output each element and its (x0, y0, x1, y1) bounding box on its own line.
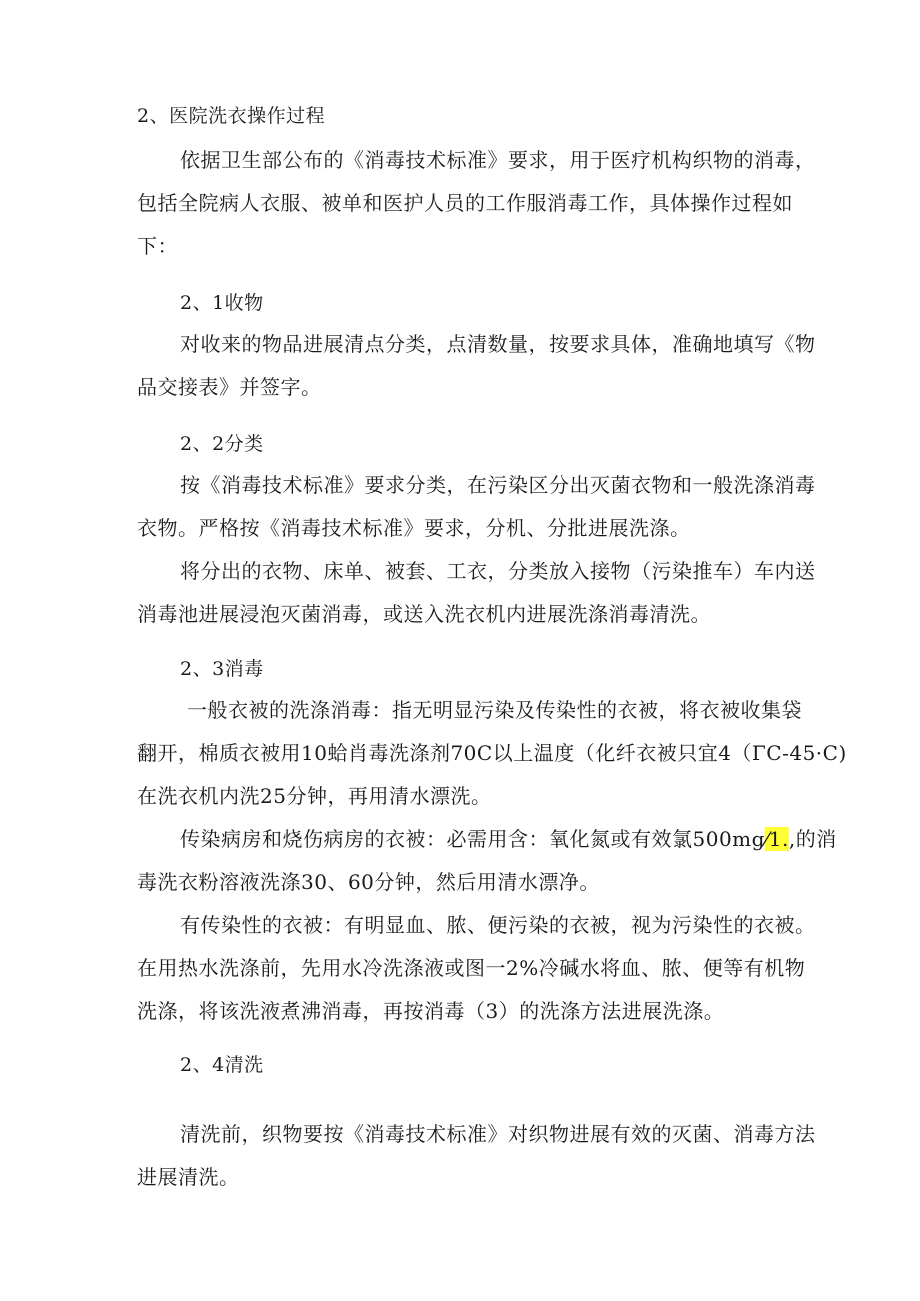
sub3-p2-line-1 (180, 826, 837, 852)
sub3-title: 2、3消毒 (180, 658, 264, 680)
sub3-p2-pre: 传染病房和烧伤病房的衣被：必需用含：氧化氮或有效氯500mg (180, 827, 765, 851)
sub2-p2-line-2: 消毒池进展浸泡灭菌消毒，或送入洗衣机内进展洗涤消毒清洗。 (137, 602, 711, 626)
sub3-p3-line-1: 有传染性的衣被：有明显血、脓、便污染的衣被，视为污染性的衣被。 (180, 913, 816, 937)
sub3-p2-post: ,的消 (788, 827, 837, 851)
sub3-p3-line-3: 洗涤，将该洗液煮沸消毒，再按消毒（3）的洗涤方法进展洗涤。 (137, 999, 725, 1023)
sub3-p3-line-2: 在用热水洗涤前，先用水冷洗涤液或图一2%冷碱水将血、脓、便等有机物 (137, 956, 806, 980)
sub4-title: 2、4清洗 (180, 1054, 264, 1076)
sub3-p1-line-1: 一般衣被的洗涤消毒：指无明显污染及传染性的衣被，将衣被收集袋 (187, 698, 802, 722)
intro-line-1: 依据卫生部公布的《消毒技术标准》要求，用于医疗机构织物的消毒， (180, 148, 816, 172)
sub3-p2-line-2: 毒洗衣粉溶液洗涤30、60分钟，然后用清水漂净。 (137, 870, 600, 894)
sub2-p2-line-1: 将分出的衣物、床单、被套、工衣，分类放入接物（污染推车）车内送 (180, 559, 816, 583)
intro-line-3: 下： (137, 234, 178, 258)
sub3-p1-line-2: 翻开，棉质衣被用10蛤肖毒洗涤剂70C以上温度（化纤衣被只宜4（ΓC-45·C) (137, 741, 847, 765)
sub1-line-2: 品交接表》并签字。 (137, 375, 322, 399)
sub2-p1-line-2: 衣物。严格按《消毒技术标准》要求，分机、分批进展洗涤。 (137, 516, 691, 540)
intro-line-2: 包括全院病人衣服、被单和医护人员的工作服消毒工作，具体操作过程如 (137, 191, 793, 215)
sub2-p1-line-1: 按《消毒技术标准》要求分类，在污染区分出灭菌衣物和一般洗涤消毒 (180, 473, 816, 497)
highlighted-unit: ⁄1. (764, 827, 789, 851)
sub4-line-1: 清洗前，织物要按《消毒技术标准》对织物进展有效的灭菌、消毒方法 (180, 1122, 816, 1146)
sub1-line-1: 对收来的物品进展清点分类，点清数量，按要求具体，准确地填写《物 (180, 332, 816, 356)
sub3-p1-line-3: 在洗衣机内洗25分钟，再用清水漂洗。 (137, 784, 492, 808)
section-title: 2、医院洗衣操作过程 (137, 105, 326, 127)
sub4-line-2: 进展清洗。 (137, 1165, 240, 1189)
sub1-title: 2、1收物 (180, 292, 264, 314)
sub2-title: 2、2分类 (180, 433, 264, 455)
